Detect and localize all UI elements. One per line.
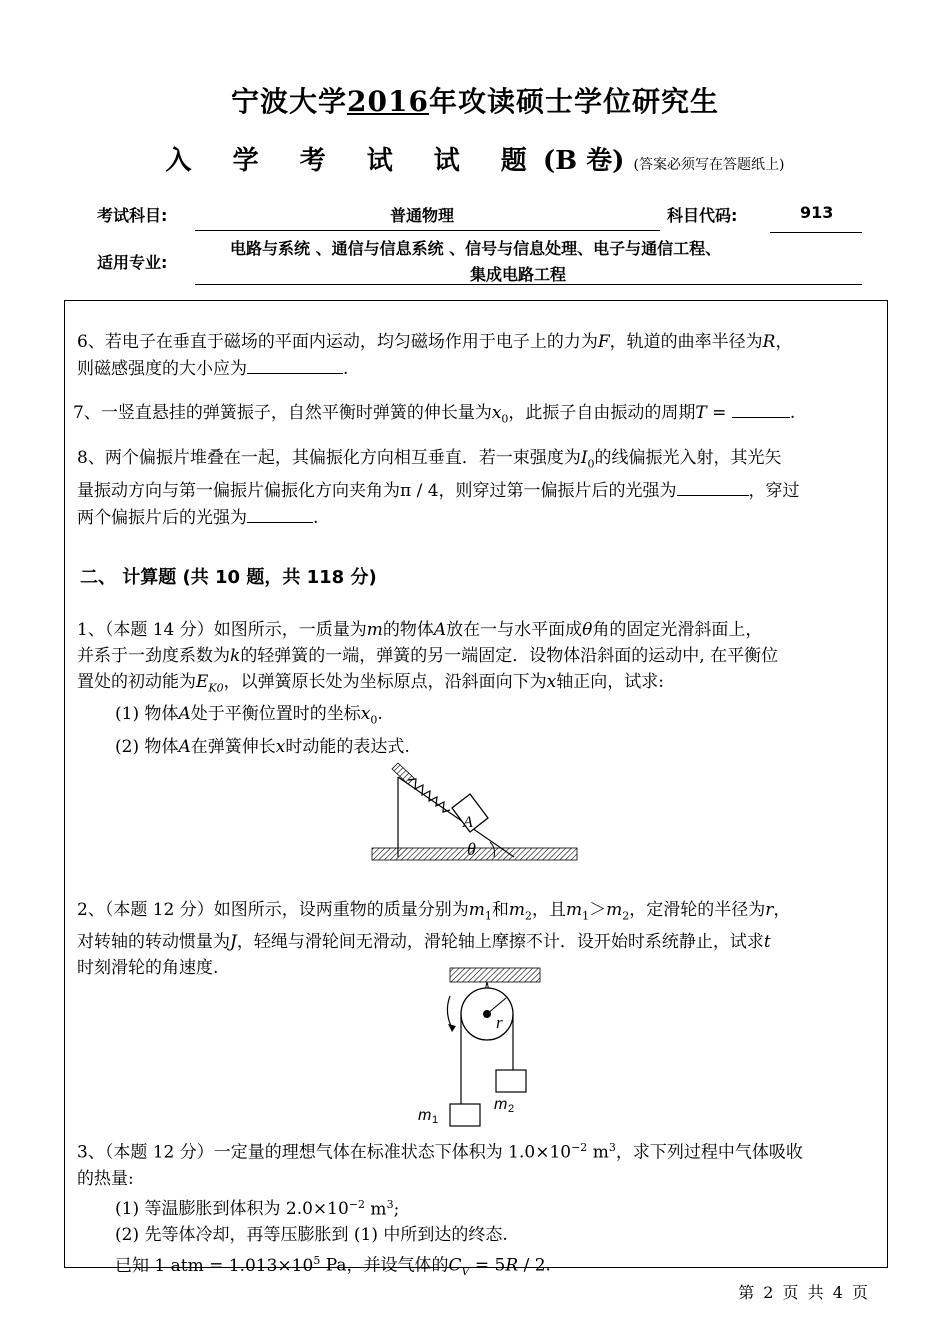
q6-text2: ，轨道的曲率半径为 <box>609 332 763 352</box>
q6-text4: 则磁感强度的大小应为 <box>77 359 247 379</box>
label-A: A <box>463 814 473 831</box>
c2-t5: ，轻绳与滑轮间无滑动，滑轮轴上摩擦不计．设开始时系统静止，试求 <box>236 932 764 953</box>
c3-given-t2: Pa，并设气体的 <box>320 1255 449 1276</box>
label-m1-sub: 1 <box>432 1114 439 1126</box>
c2-comma: ， <box>773 900 791 920</box>
q8-I: I <box>580 448 588 468</box>
q8-I-sub: 0 <box>587 457 595 471</box>
rotation-arrow-icon <box>447 996 452 1028</box>
q8-text5: 两个偏振片后的光强为 <box>77 508 247 529</box>
code-underline <box>770 232 862 233</box>
major-underline <box>195 284 862 285</box>
label-m2-sub: 2 <box>508 1103 515 1115</box>
code-value: 913 <box>800 203 834 222</box>
c3-C-sub: V <box>461 1265 470 1279</box>
c1-theta: θ <box>582 620 593 640</box>
calc-q3 <box>77 1135 803 1285</box>
c1-t2: 的物体 <box>382 620 434 640</box>
q8-dot: . <box>313 508 319 529</box>
title-year: 2016 <box>347 85 429 118</box>
q8-text2: 的线偏振光入射，其光矢 <box>594 448 782 468</box>
subject-underline <box>195 230 660 231</box>
c1-t4: 角的固定光滑斜面上， <box>592 620 763 640</box>
title-answer-note: (答案必须写在答题纸上) <box>633 157 785 173</box>
c2-m1b-sub: 1 <box>582 909 590 923</box>
c1-t7: 置处的初动能为 <box>77 672 196 692</box>
rotation-arrowhead-icon <box>448 1024 456 1032</box>
page-number: 第 2 页 共 4 页 <box>738 1283 870 1302</box>
c1-x: x <box>546 672 557 692</box>
title-university: 宁波大学 <box>231 85 348 118</box>
c1-t9: 轴正向，试求: <box>556 672 664 692</box>
q6-answer-blank[interactable] <box>247 355 343 374</box>
q6-text3: ， <box>775 332 793 352</box>
c2-m1: m <box>468 900 485 920</box>
c2-m1b: m <box>566 900 583 920</box>
mass-m1 <box>450 1104 480 1126</box>
c2-J: J <box>230 932 237 953</box>
q6-F: F <box>597 332 610 352</box>
c1-t5: 并系于一劲度系数为 <box>77 646 230 666</box>
c1-sub1-dot: . <box>377 704 383 725</box>
section-2-title: 二、 计算题 (共 10 题，共 118 分) <box>80 567 377 588</box>
q6-text1: 6、若电子在垂直于磁场的平面内运动，均匀磁场作用于电子上的力为 <box>77 332 598 352</box>
c2-m2b: m <box>606 900 623 920</box>
q8-text1: 8、两个偏振片堆叠在一起，其偏振化方向相互垂直．若一束强度为 <box>77 448 581 468</box>
label-m1: m <box>418 1107 432 1124</box>
c3-given-t3: = 5 <box>469 1255 506 1276</box>
c3-exp1: −2 <box>571 1141 588 1154</box>
c2-t1: 2、（本题 12 分）如图所示，设两重物的质量分别为 <box>77 900 469 920</box>
q7-T: T <box>695 403 707 423</box>
c3-t3: ，求下列过程中气体吸收 <box>615 1142 803 1163</box>
c1-m: m <box>366 620 383 640</box>
c1-A: A <box>433 620 447 640</box>
c3-sub1-t1: (1) 等温膨胀到体积为 2.0×10 <box>115 1199 349 1220</box>
c1-sub2-x: x <box>275 736 286 757</box>
q7-dot: . <box>789 403 796 423</box>
c3-given-t1: 已知 1 atm = 1.013×10 <box>115 1255 314 1276</box>
q7-x-sub: 0 <box>501 412 509 426</box>
title-paper-version: (B 卷) <box>542 146 625 176</box>
c2-r: r <box>765 900 774 920</box>
c2-m2b-sub: 2 <box>622 909 630 923</box>
c3-cube: 3 <box>608 1141 616 1154</box>
label-r: r <box>496 1013 503 1032</box>
q7-answer-blank[interactable] <box>732 399 790 418</box>
c3-exp5: 5 <box>313 1254 321 1268</box>
c2-t3: ，定滑轮的半径为 <box>629 900 766 920</box>
major-line1: 电路与系统 、通信与信息系统 、信号与信息处理、电子与通信工程、 <box>230 239 722 258</box>
title-exam-label: 入 学 考 试 试 题 <box>165 146 543 176</box>
c3-sub1-exp: −2 <box>348 1197 366 1211</box>
c3-sub2: (2) 先等体冷却，再等压膨胀到 (1) 中所到达的终态. <box>115 1225 508 1246</box>
c1-t8: ，以弹簧原长处为坐标原点，沿斜面向下为 <box>223 672 547 692</box>
label-theta: θ <box>467 839 476 859</box>
c3-sub1-cube: 3 <box>386 1197 394 1211</box>
c1-t3: 放在一与水平面成 <box>446 620 583 640</box>
c3-t4: 的热量: <box>77 1168 134 1189</box>
q7 <box>73 399 795 432</box>
c3-sub1-t3: ; <box>393 1199 400 1220</box>
c1-sub2-A: A <box>178 736 191 757</box>
c2-gt: ＞ <box>589 900 607 920</box>
calc-q1 <box>77 617 778 760</box>
label-m2: m <box>494 1096 508 1113</box>
c2-m1-sub: 1 <box>484 909 492 923</box>
c1-sub1-t1: (1) 物体 <box>115 704 179 725</box>
major-line2: 集成电路工程 <box>470 265 567 284</box>
c2-t6: 时刻滑轮的角速度. <box>77 958 219 979</box>
mass-m2 <box>496 1070 526 1092</box>
q8-answer-blank-1[interactable] <box>677 477 749 496</box>
c1-k: k <box>230 646 241 666</box>
title-line1-rest: 年攻读硕士学位研究生 <box>428 85 719 118</box>
c1-E: E <box>196 672 209 692</box>
c2-m2-sub: 2 <box>525 909 533 923</box>
c2-t4: 对转轴的转动惯量为 <box>77 932 230 953</box>
c3-given-t4: / 2. <box>518 1255 551 1276</box>
q8-text4: ，穿过 <box>748 481 800 502</box>
subject-value: 普通物理 <box>390 206 455 225</box>
c3-C: C <box>448 1255 462 1276</box>
c1-sub1-A: A <box>178 704 191 725</box>
c1-sub2-t2: 在弹簧伸长 <box>190 736 276 757</box>
q7-eq: = <box>706 403 732 423</box>
subject-label: 考试科目: <box>97 206 168 225</box>
c1-sub2-t3: 时动能的表达式. <box>285 736 410 757</box>
major-label: 适用专业: <box>97 253 168 272</box>
c3-t2: m <box>587 1142 609 1163</box>
c1-sub1-x-sub: 0 <box>370 713 378 727</box>
q8-text3: 量振动方向与第一偏振片偏振化方向夹角为π / 4，则穿过第一偏振片后的光强为 <box>77 481 677 502</box>
c1-t1: 1、（本题 14 分）如图所示，一质量为 <box>77 620 367 640</box>
q8 <box>77 445 800 531</box>
q7-x: x <box>491 403 502 423</box>
c3-sub1-t2: m <box>365 1199 387 1220</box>
q6-R: R <box>762 332 776 352</box>
ceiling <box>450 968 540 982</box>
pulley-figure <box>410 966 550 1132</box>
q6 <box>77 329 792 382</box>
q8-answer-blank-2[interactable] <box>247 504 313 523</box>
spring <box>408 779 450 812</box>
code-label: 科目代码: <box>667 206 738 225</box>
c2-and: 和 <box>491 900 509 920</box>
c1-t6: 的轻弹簧的一端，弹簧的另一端固定．设物体沿斜面的运动中, 在平衡位 <box>240 646 779 666</box>
c1-sub1-t2: 处于平衡位置时的坐标 <box>190 704 361 725</box>
c2-m2: m <box>508 900 526 920</box>
c1-sub2-t1: (2) 物体 <box>115 736 179 757</box>
q6-dot: . <box>343 359 349 379</box>
q7-text2: ，此振子自由振动的周期 <box>508 403 696 423</box>
c2-t: t <box>763 932 771 953</box>
c1-E-sub: K0 <box>208 681 224 695</box>
c2-t2: ，且 <box>532 900 567 920</box>
c3-R: R <box>505 1255 519 1276</box>
q7-text1: 7、一竖直悬挂的弹簧振子，自然平衡时弹簧的伸长量为 <box>73 403 492 423</box>
incline-figure <box>370 755 580 863</box>
exam-title-line2 <box>0 140 950 177</box>
c1-sub1-x: x <box>360 704 371 725</box>
exam-title-line1 <box>0 80 950 120</box>
c3-t1: 3、（本题 12 分）一定量的理想气体在标准状态下体积为 1.0×10 <box>77 1142 572 1163</box>
